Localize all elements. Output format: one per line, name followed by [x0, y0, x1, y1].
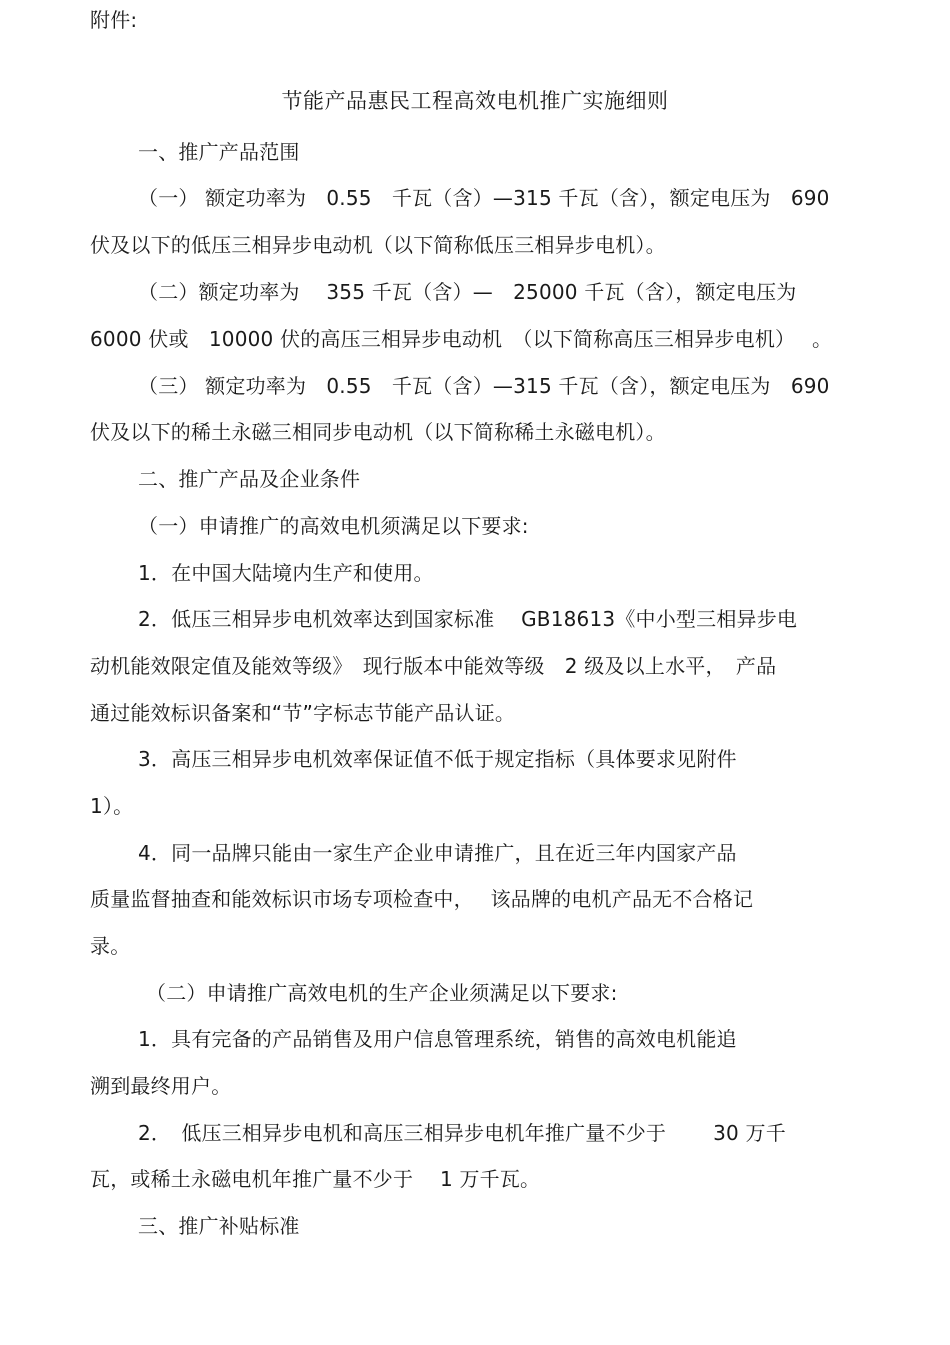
subsection-heading: （二）申请推广高效电机的生产企业须满足以下要求:: [146, 981, 618, 1005]
paragraph-line: 瓦，或稀土永磁电机年推广量不少于 1 万千瓦。: [90, 1167, 541, 1191]
paragraph-line: 溯到最终用户。: [90, 1074, 232, 1098]
list-item: 2． 低压三相异步电机和高压三相异步电机年推广量不少于 30 万千: [138, 1121, 786, 1145]
attachment-label: 附件:: [90, 8, 138, 32]
list-item: 3．高压三相异步电机效率保证值不低于规定指标（具体要求见附件: [138, 747, 737, 771]
paragraph-line: 6000 伏或 10000 伏的高压三相异步电动机 （以下简称高压三相异步电机） 。: [90, 327, 833, 351]
document-title: 节能产品惠民工程高效电机推广实施细则: [281, 89, 669, 113]
paragraph-line: 通过能效标识备案和“节”字标志节能产品认证。: [90, 701, 516, 725]
subsection-heading: （一）申请推广的高效电机须满足以下要求:: [138, 514, 529, 538]
list-item: 1．在中国大陆境内生产和使用。: [138, 561, 434, 585]
paragraph-line: 动机能效限定值及能效等级》 现行版本中能效等级 2 级及以上水平， 产品: [90, 654, 777, 678]
section-heading-1: 一、推广产品范围: [138, 140, 300, 164]
section-heading-3: 三、推广补贴标准: [138, 1214, 300, 1238]
section-heading-2: 二、推广产品及企业条件: [138, 467, 361, 491]
paragraph-line: 伏及以下的稀土永磁三相同步电动机（以下简称稀土永磁电机）。: [90, 420, 666, 444]
paragraph-line: 伏及以下的低压三相异步电动机（以下简称低压三相异步电机）。: [90, 233, 666, 257]
paragraph-line: （一） 额定功率为 0.55 千瓦（含）—315 千瓦（含），额定电压为 690: [138, 186, 830, 210]
paragraph-line: 质量监督抽查和能效标识市场专项检查中， 该品牌的电机产品无不合格记: [90, 887, 754, 911]
list-item: 1．具有完备的产品销售及用户信息管理系统，销售的高效电机能追: [138, 1027, 737, 1051]
paragraph-line: （二）额定功率为 355 千瓦（含）— 25000 千瓦（含），额定电压为: [138, 280, 797, 304]
list-item: 2．低压三相异步电机效率达到国家标准 GB18613《中小型三相异步电: [138, 607, 798, 631]
paragraph-line: 1）。: [90, 794, 134, 818]
paragraph-line: （三） 额定功率为 0.55 千瓦（含）—315 千瓦（含），额定电压为 690: [138, 374, 830, 398]
paragraph-line: 录。: [90, 934, 131, 958]
list-item: 4．同一品牌只能由一家生产企业申请推广，且在近三年内国家产品: [138, 841, 737, 865]
